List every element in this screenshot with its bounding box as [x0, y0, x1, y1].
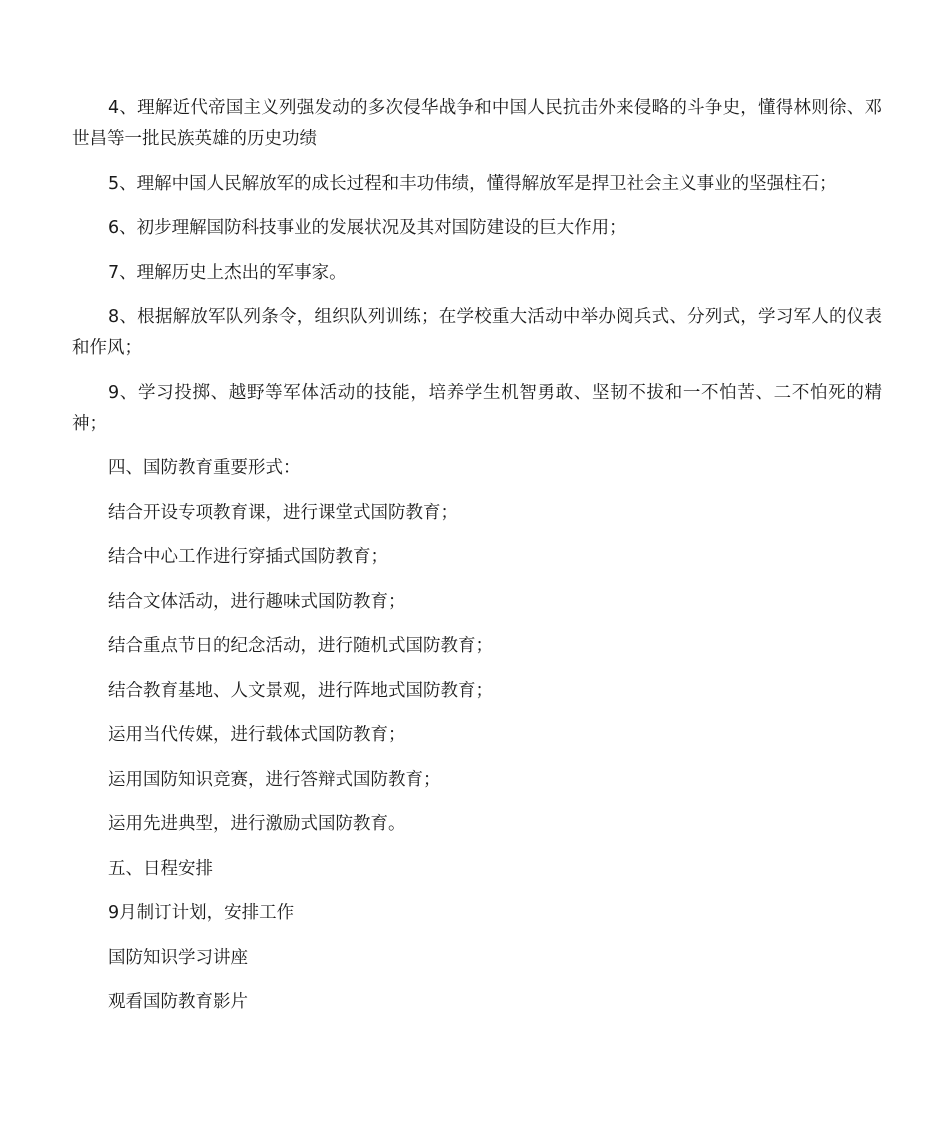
schedule-item-plan: 9月制订计划，安排工作 — [108, 903, 295, 923]
form-item-interleaved: 结合中心工作进行穿插式国防教育； — [108, 547, 388, 567]
paragraph-goal-5: 5、理解中国人民解放军的成长过程和丰功伟绩，懂得解放军是捍卫社会主义事业的坚强柱石； — [108, 173, 837, 194]
section-heading-schedule: 五、日程安排 — [108, 858, 213, 879]
document-body — [72, 93, 882, 1032]
paragraph-goal-6: 6、初步理解国防科技事业的发展状况及其对国防建设的巨大作用； — [108, 218, 627, 238]
form-item-media: 运用当代传媒，进行载体式国防教育； — [108, 725, 406, 745]
schedule-item-film: 观看国防教育影片 — [108, 992, 248, 1012]
form-item-role-model: 运用先进典型，进行激励式国防教育。 — [108, 814, 406, 834]
paragraph-goal-7: 7、理解历史上杰出的军事家。 — [108, 262, 347, 283]
form-item-recreational: 结合文体活动，进行趣味式国防教育； — [108, 591, 406, 612]
form-item-commemorative: 结合重点节日的纪念活动，进行随机式国防教育； — [108, 636, 493, 656]
paragraph-goal-9: 9、学习投掷、越野等军体活动的技能，培养学生机智勇敢、坚韧不拔和一不怕苦、二不怕死的精神； — [72, 382, 882, 434]
form-item-base: 结合教育基地、人文景观，进行阵地式国防教育； — [108, 680, 493, 701]
section-heading-forms: 四、国防教育重要形式： — [108, 458, 301, 478]
paragraph-goal-8: 8、根据解放军队列条令，组织队列训练；在学校重大活动中举办阅兵式、分列式，学习军人的仪表和作风； — [72, 307, 882, 358]
schedule-item-lecture: 国防知识学习讲座 — [108, 947, 248, 968]
paragraph-goal-4: 4、理解近代帝国主义列强发动的多次侵华战争和中国人民抗击外来侵略的斗争史，懂得林则徐、邓世昌等一批民族英雄的历史功绩 — [72, 98, 882, 149]
form-item-contest: 运用国防知识竞赛，进行答辩式国防教育； — [108, 769, 441, 790]
form-item-classroom: 结合开设专项教育课，进行课堂式国防教育； — [108, 502, 458, 523]
